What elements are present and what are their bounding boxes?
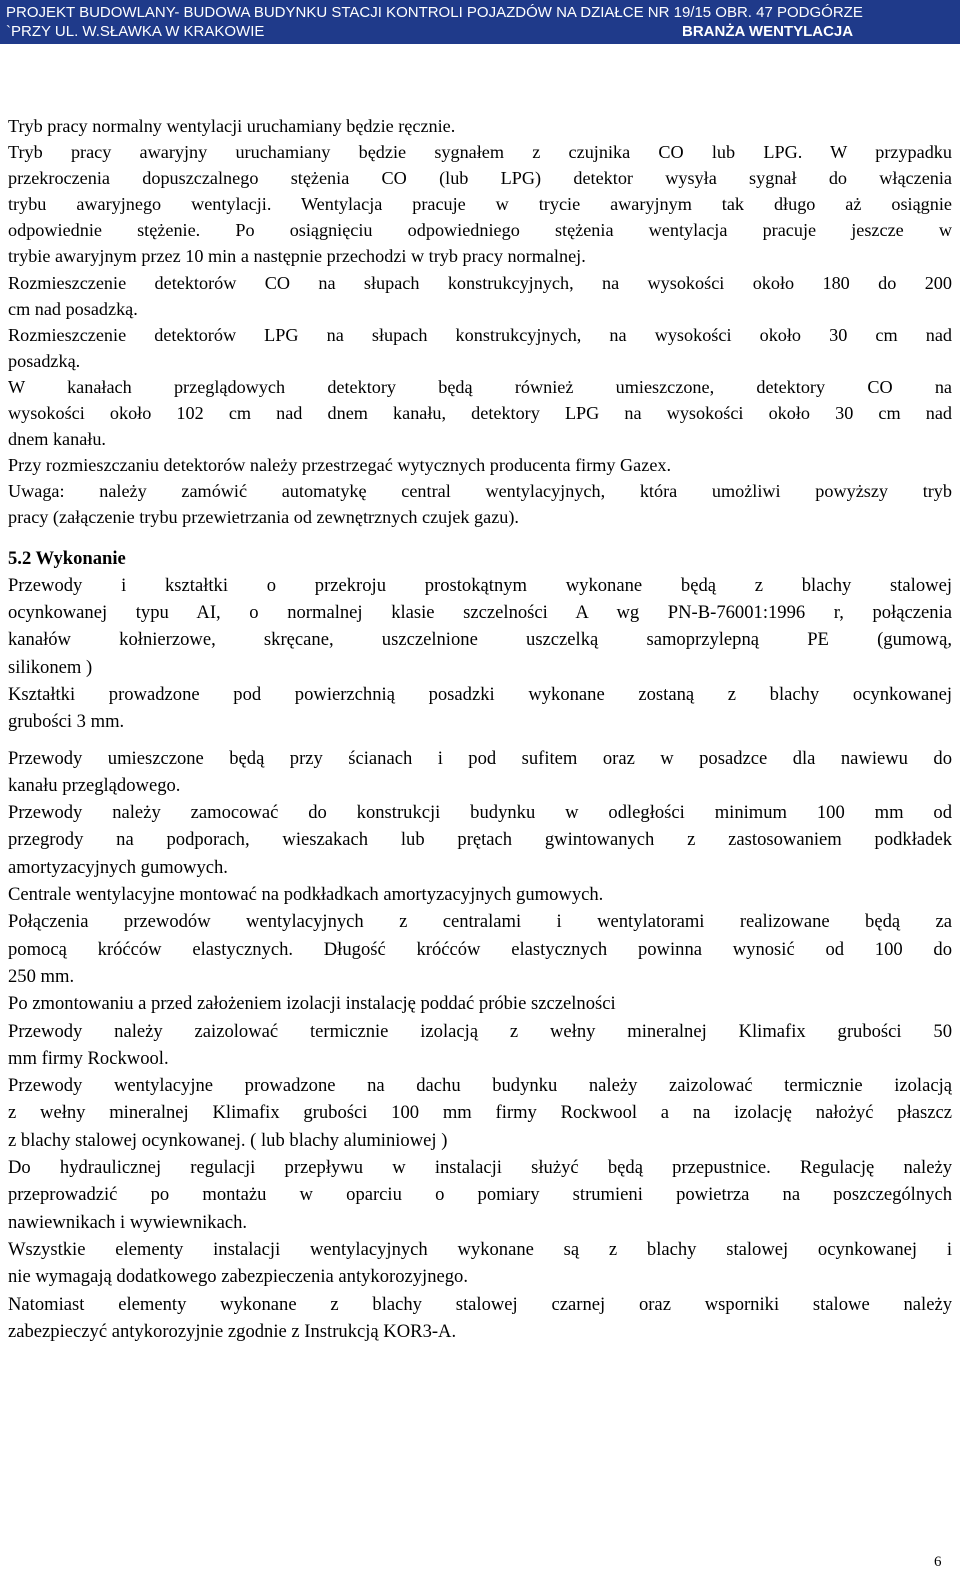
document-body <box>8 113 952 1345</box>
page-number: 6 <box>934 1554 942 1570</box>
text-line: wysokości około 102 cm nad dnem kanału, detektory LPG na wysokości około 30 cm nad <box>8 403 952 424</box>
text-line: pracy (załączenie trybu przewietrzania od zewnętrznych czujek gazu). <box>8 507 519 528</box>
text-line: Przewody wentylacyjne prowadzone na dachu budynku należy zaizolować termicznie izolacją <box>8 1075 952 1097</box>
text-line: Tryb pracy awaryjny uruchamiany będzie sygnałem z czujnika CO lub LPG. W przypadku <box>8 142 952 163</box>
text-line: grubości 3 mm. <box>8 711 125 733</box>
text-line: z blachy stalowej ocynkowanej. ( lub blachy aluminiowej ) <box>8 1129 448 1151</box>
text-line: Do hydraulicznej regulacji przepływu w instalacji służyć będą przepustnice. Regulację należy <box>8 1157 952 1179</box>
text-line: Rozmieszczenie detektorów CO na słupach konstrukcyjnych, na wysokości około 180 do 200 <box>8 272 952 293</box>
text-line: przekroczenia dopuszczalnego stężenia CO (lub LPG) detektor wysyła sygnał do włączenia <box>8 168 952 189</box>
text-line: trybu awaryjnego wentylacji. Wentylacja pracuje w trycie awaryjnym tak długo aż osiągnie <box>8 194 952 215</box>
text-line: 250 mm. <box>8 965 75 987</box>
text-line: Połączenia przewodów wentylacyjnych z centralami i wentylatorami realizowane będą za <box>8 911 952 933</box>
document-header <box>0 0 960 44</box>
text-line: Przy rozmieszczaniu detektorów należy przestrzegać wytycznych producenta firmy Gazex. <box>8 455 672 476</box>
text-line: z wełny mineralnej Klimafix grubości 100 mm firmy Rockwool a na izolację nałożyć płaszcz <box>8 1102 952 1124</box>
text-line: pomocą króćców elastycznych. Długość króćców elastycznych powinna wynosić od 100 do <box>8 938 952 960</box>
text-line: Wszystkie elementy instalacji wentylacyjnych wykonane są z blachy stalowej ocynkowanej i <box>8 1238 952 1260</box>
text-line: Centrale wentylacyjne montować na podkładkach amortyzacyjnych gumowych. <box>8 884 604 906</box>
text-line: Rozmieszczenie detektorów LPG na słupach konstrukcyjnych, na wysokości około 30 cm nad <box>8 324 952 345</box>
section-operation-modes <box>8 113 952 531</box>
text-line: zabezpieczyć antykorozyjnie zgodnie z Instrukcją KOR3-A. <box>8 1320 457 1342</box>
text-line: posadzką. <box>8 350 81 371</box>
text-line: Przewody należy zaizolować termicznie izolacją z wełny mineralnej Klimafix grubości 50 <box>8 1020 952 1042</box>
header-project-title: PROJEKT BUDOWLANY- BUDOWA BUDYNKU STACJI KONTROLI POJAZDÓW NA DZIAŁCE NR 19/15 OBR. 47 PODGÓRZE <box>6 4 863 21</box>
text-line: Przewody należy zamocować do konstrukcji budynku w odległości minimum 100 mm od <box>8 802 952 824</box>
text-line: Przewody umieszczone będą przy ścianach i pod sufitem oraz w posadzce dla nawiewu do <box>8 747 952 769</box>
header-address: `PRZY UL. W.SŁAWKA W KRAKOWIE <box>6 23 265 40</box>
text-line: Kształtki prowadzone pod powierzchnią posadzki wykonane zostaną z blachy ocynkowanej <box>8 683 952 705</box>
text-line: W kanałach przeglądowych detektory będą również umieszczone, detektory CO na <box>8 376 952 397</box>
text-line: Tryb pracy normalny wentylacji uruchamiany będzie ręcznie. <box>8 116 456 136</box>
text-line: silikonem ) <box>8 656 93 678</box>
text-line: przeprowadzić po montażu w oparciu o pomiary strumieni powietrza na poszczególnych <box>8 1184 952 1206</box>
section-execution <box>8 545 952 1346</box>
text-line: mm firmy Rockwool. <box>8 1047 169 1069</box>
header-department: BRANŻA WENTYLACJA <box>682 23 854 40</box>
text-line: kanału przeglądowego. <box>8 774 181 796</box>
section-heading: 5.2 Wykonanie <box>8 547 126 569</box>
text-line: cm nad posadzką. <box>8 298 138 319</box>
text-line: odpowiednie stężenie. Po osiągnięciu odpowiedniego stężenia wentylacja pracuje jeszcze w <box>8 220 952 241</box>
text-line: nie wymagają dodatkowego zabezpieczenia antykorozyjnego. <box>8 1266 468 1288</box>
text-line: trybie awaryjnym przez 10 min a następnie przechodzi w tryb pracy normalnej. <box>8 246 586 267</box>
text-line: Po zmontowaniu a przed założeniem izolacji instalację poddać próbie szczelności <box>8 993 616 1015</box>
text-line: nawiewnikach i wywiewnikach. <box>8 1211 248 1233</box>
text-line: Przewody i kształtki o przekroju prostokątnym wykonane będą z blachy stalowej <box>8 574 952 596</box>
text-line: dnem kanału. <box>8 429 106 450</box>
text-line: Uwaga: należy zamówić automatykę central wentylacyjnych, która umożliwi powyższy tryb <box>8 481 952 502</box>
text-line: przegrody na podporach, wieszakach lub prętach gwintowanych z zastosowaniem podkładek <box>8 829 952 851</box>
text-line: Natomiast elementy wykonane z blachy stalowej czarnej oraz wsporniki stalowe należy <box>8 1293 952 1315</box>
text-line: amortyzacyjnych gumowych. <box>8 856 228 878</box>
text-line: kanałów kołnierzowe, skręcane, uszczelnione uszczelką samoprzylepną PE (gumową, <box>8 629 952 651</box>
text-line: ocynkowanej typu AI, o normalnej klasie szczelności A wg PN-B-76001:1996 r, połączenia <box>8 602 952 624</box>
